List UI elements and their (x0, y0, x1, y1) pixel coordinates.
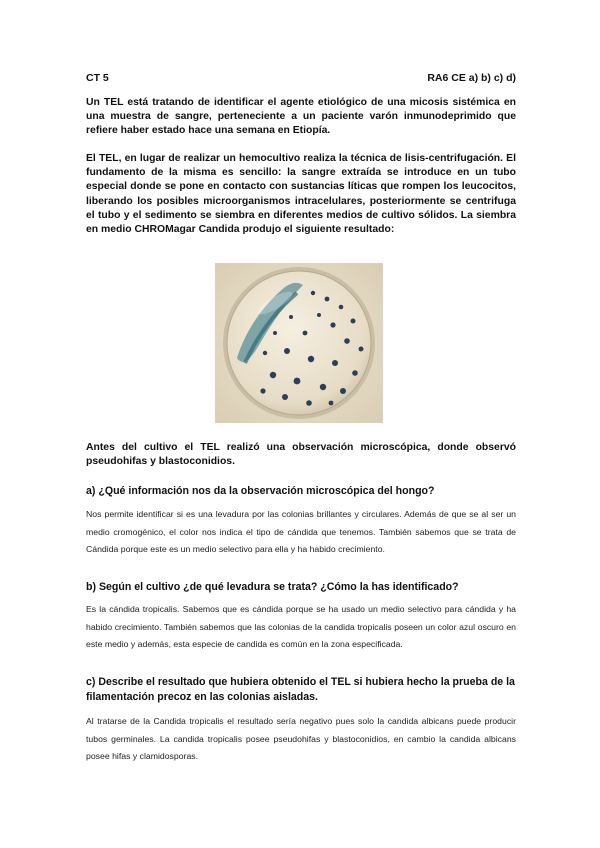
answer-a: Nos permite identificar si es una levadura por las colonias brillantes y circulares. Además de que se al ser un medio cromogénico, el color nos indica el tipo de cándida que tenemos. También sabemos que se trata de Cándida porque este es un medio selectivo para ella y ha habido crecimiento. (86, 509, 516, 555)
question-b: b) Según el cultivo ¿de qué levadura se trata? ¿Cómo la has identificado? (86, 581, 459, 593)
method-paragraph: El TEL, en lugar de realizar un hemocultivo realiza la técnica de lisis-centrifugación. El fundamento de la misma es sencillo: la sangre extraída se introduce en un tubo especial donde se pone en contacto con sustancias líticas que rompen los leucocitos, liberando los posibles microorganismos intracelulares, posteriormente se centrifuga el tubo y el sedimento se siembra en diferentes medios de cultivo sólidos. La siembra en medio CHROMagar Candida produjo el siguiente resultado: (86, 153, 516, 236)
question-c: c) Describe el resultado que hubiera obtenido el TEL si hubiera hecho la prueba de la filamentación precoz en las colonias aisladas. (86, 676, 515, 703)
case-code: CT 5 (86, 72, 109, 84)
question-a: a) ¿Qué información nos da la observación microscópica del hongo? (86, 485, 435, 497)
answer-b: Es la cándida tropicalis. Sabemos que es cándida porque se ha usado un medio selectivo para cándida y ha habido crecimiento. También sabemos que las colonias de la candida tropicalis poseen un color azul oscuro en este medio y además, esta especie de candida es común en la zona especificada. (86, 604, 516, 650)
observation-paragraph: Antes del cultivo el TEL realizó una observación microscópica, donde observó pseudohifas y blastoconidios. (86, 442, 516, 468)
petri-dish-culture-photo (215, 263, 383, 423)
learning-outcome-code: RA6 CE a) b) c) d) (427, 72, 516, 84)
answer-c: Al tratarse de la Candida tropicalis el resultado sería negativo pues solo la candida albicans puede producir tubos germinales. La candida tropicalis posee pseudohifas y blastoconidios, en cambio la candida albicans posee hifas y clamidosporas. (86, 716, 516, 762)
intro-paragraph: Un TEL está tratando de identificar el agente etiológico de una micosis sistémica en una muestra de sangre, perteneciente a un paciente varón inmunodeprimido que refiere haber estado hace una semana en Etiopía. (86, 97, 516, 137)
